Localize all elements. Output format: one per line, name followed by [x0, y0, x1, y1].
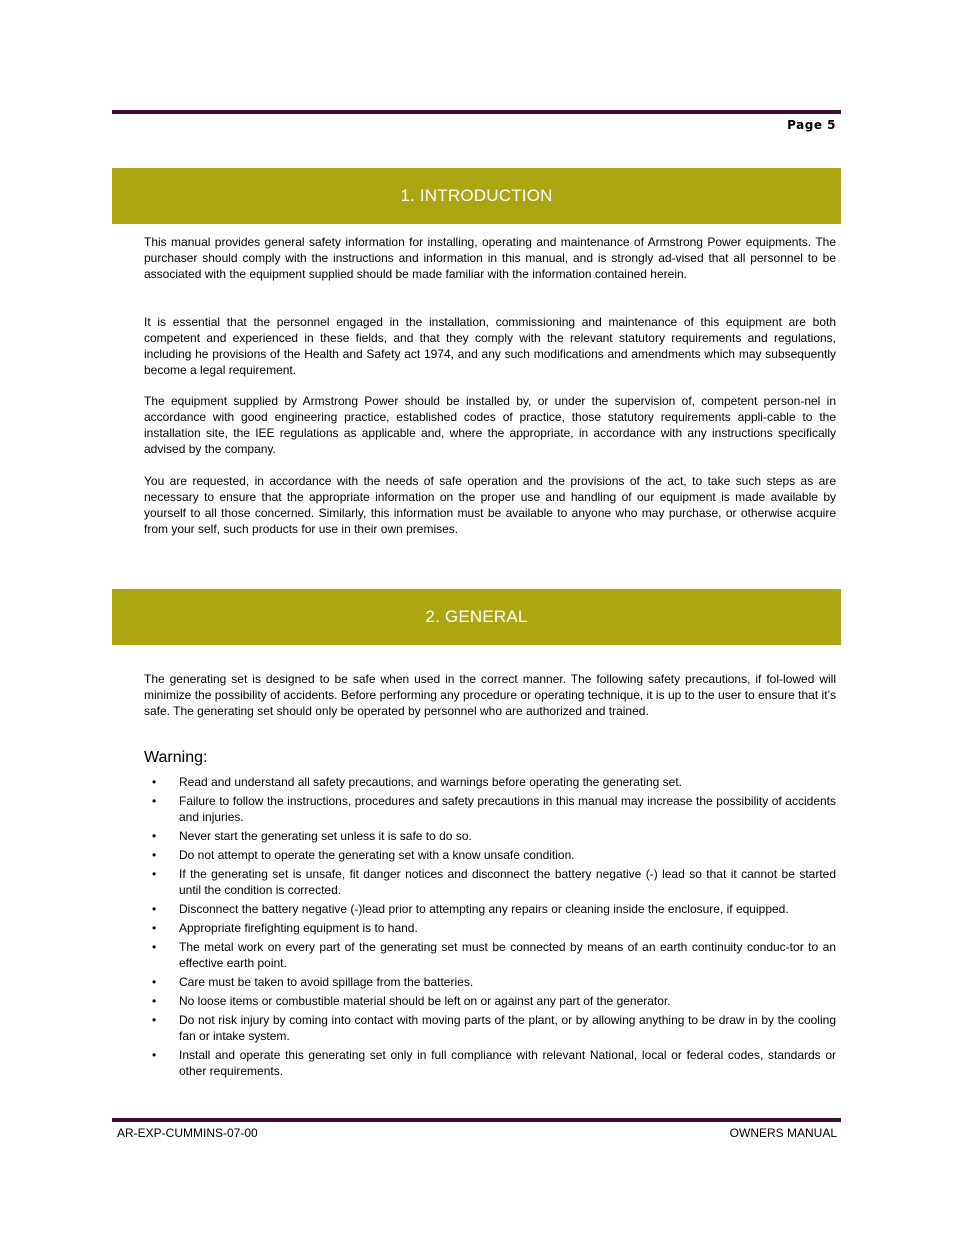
bullet-icon: • — [152, 994, 157, 1008]
footer-doc-title: OWNERS MANUAL — [729, 1126, 837, 1140]
general-paragraph: The generating set is designed to be safe when used in the correct manner. The following safety precautions, if fol-lowed will minimize the possibility of accidents. Before performing any procedure or operating technique, it is up to the user to ensure that it’s safe. The generating set should only be operated by personnel who are authorized and trained. — [144, 672, 836, 718]
list-item-text: Care must be taken to avoid spillage from the batteries. — [179, 975, 474, 989]
list-item-text: Install and operate this generating set only in full compliance with relevant National, local or federal codes, standards or other requirements. — [179, 1048, 836, 1078]
bullet-icon: • — [152, 1013, 157, 1027]
list-item — [144, 920, 836, 936]
bullet-icon: • — [152, 975, 157, 989]
list-item — [144, 828, 836, 844]
list-item — [144, 1047, 836, 1079]
section-band-general — [112, 589, 841, 645]
list-item — [144, 939, 836, 971]
footer-doc-code: AR-EXP-CUMMINS-07-00 — [117, 1126, 258, 1140]
intro-paragraph-1: This manual provides general safety information for installing, operating and maintenance of Armstrong Power equipments. The purchaser should comply with the instructions and information in this manual, and is strongly ad-vised that all personnel to be associated with the equipment supplied should be made familiar with the information contained herein. — [144, 235, 836, 281]
bullet-icon: • — [152, 921, 157, 935]
list-item-text: Do not attempt to operate the generating set with a know unsafe condition. — [179, 848, 575, 862]
bullet-icon: • — [152, 1048, 157, 1062]
section-title-general: 2. GENERAL — [425, 607, 528, 626]
list-item — [144, 793, 836, 825]
list-item — [144, 847, 836, 863]
bullet-icon: • — [152, 867, 157, 881]
list-item — [144, 901, 836, 917]
list-item — [144, 1012, 836, 1044]
bullet-icon: • — [152, 829, 157, 843]
page-number: Page 5 — [787, 118, 836, 132]
list-item — [144, 993, 836, 1009]
list-item-text: No loose items or combustible material should be left on or against any part of the generator. — [179, 994, 671, 1008]
list-item-text: Appropriate firefighting equipment is to hand. — [179, 921, 418, 935]
list-item-text: Read and understand all safety precautions, and warnings before operating the generating set. — [179, 775, 683, 789]
list-item — [144, 866, 836, 898]
header-rule — [112, 110, 841, 114]
list-item-text: Disconnect the battery negative (-)lead prior to attempting any repairs or cleaning inside the enclosure, if equipped. — [179, 902, 789, 916]
bullet-icon: • — [152, 794, 157, 808]
bullet-icon: • — [152, 848, 157, 862]
intro-paragraph-3: The equipment supplied by Armstrong Power should be installed by, or under the supervision of, competent person-nel in accordance with good engineering practice, established codes of practice, those statutory requirements appli-cable to the installation site, the IEE regulations as applicable and, where the appropriate, in accordance with any instructions specifically advised by the company. — [144, 394, 836, 456]
bullet-icon: • — [152, 940, 157, 954]
bullet-icon: • — [152, 775, 157, 789]
list-item-text: Never start the generating set unless it is safe to do so. — [179, 829, 472, 843]
list-item — [144, 974, 836, 990]
intro-paragraph-2: It is essential that the personnel engaged in the installation, commissioning and maintenance of this equipment are both competent and experienced in these fields, and that they comply with the relevant statutory requirements and regulations, including he provisions of the Health and Safety act 1974, and any such modifications and amendments which may subsequently become a legal requirement. — [144, 315, 836, 377]
list-item-text: Failure to follow the instructions, procedures and safety precautions in this manual may increase the possibility of accidents and injuries. — [179, 794, 836, 824]
list-item-text: Do not risk injury by coming into contact with moving parts of the plant, or by allowing anything to be draw in by the cooling fan or intake system. — [179, 1013, 836, 1043]
warning-heading: Warning: — [144, 749, 208, 766]
list-item — [144, 774, 836, 790]
section-band-introduction — [112, 168, 841, 224]
list-item-text: The metal work on every part of the generating set must be connected by means of an earth continuity conduc-tor to an effective earth point. — [179, 940, 836, 970]
footer-rule — [112, 1118, 841, 1122]
section-title-introduction: 1. INTRODUCTION — [400, 186, 553, 205]
list-item-text: If the generating set is unsafe, fit danger notices and disconnect the battery negative (-) lead so that it cannot be started until the condition is corrected. — [179, 867, 836, 897]
intro-paragraph-4: You are requested, in accordance with the needs of safe operation and the provisions of the act, to take such steps as are necessary to ensure that the appropriate information on the proper use and handling of our equipment is made available by yourself to all those concerned. Similarly, this information must be available to anyone who may purchase, or otherwise acquire from your self, such products for use in their own premises. — [144, 474, 836, 536]
warning-list — [144, 774, 836, 1082]
bullet-icon: • — [152, 902, 157, 916]
